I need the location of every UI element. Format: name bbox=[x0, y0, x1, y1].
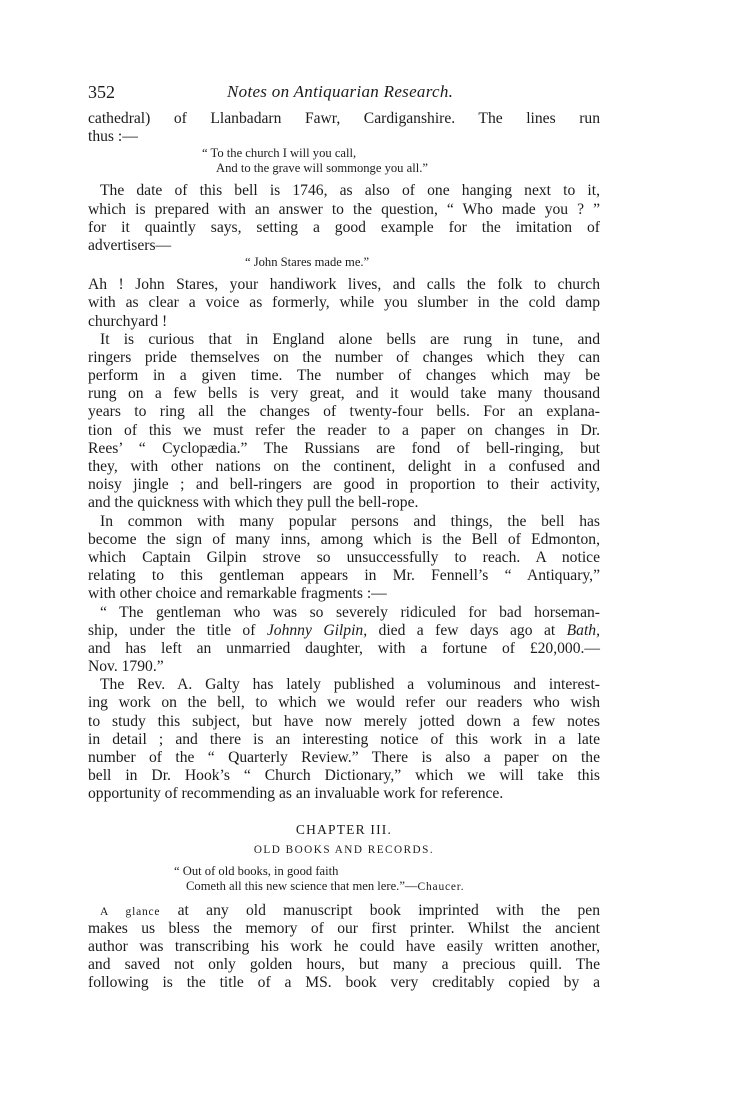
chapter-title: CHAPTER III. bbox=[295, 821, 393, 837]
text-line: number of the “ Quarterly Review.” There is also a paper on the bbox=[88, 749, 600, 766]
text-run: at any old manuscript book imprinted with the pen bbox=[160, 901, 600, 919]
paragraph-llanbadarn bbox=[88, 110, 600, 146]
text-line: cathedral) of Llanbadarn Fawr, Cardiganshire. The lines run bbox=[88, 110, 600, 127]
quote-line: “ To the church I will you call, bbox=[202, 146, 357, 161]
text-run: died a few days ago at bbox=[367, 621, 567, 639]
text-line: become the sign of many inns, among which is the Bell of Edmonton, bbox=[88, 530, 600, 548]
text-line: Nov. 1790.” bbox=[88, 658, 164, 676]
text-line: churchyard ! bbox=[88, 312, 168, 330]
text-line: advertisers— bbox=[88, 236, 172, 254]
text-line bbox=[88, 902, 600, 920]
text-line: ringers pride themselves on the number of changes which they can bbox=[88, 348, 600, 366]
epigraph-line: “ Out of old books, in good faith bbox=[174, 863, 339, 878]
text-line: bell in Dr. Hook’s “ Church Dictionary,” which we will take this bbox=[88, 767, 600, 785]
text-line: and saved not only golden hours, but many a precious quill. The bbox=[88, 956, 600, 974]
text-line: The date of this bell is 1746, as also of one hanging next to it, bbox=[100, 182, 600, 200]
text-line bbox=[88, 622, 600, 640]
paragraph-gilpin-quote bbox=[88, 604, 600, 677]
text-line: for it quaintly says, setting a good example for the imitation of bbox=[88, 218, 600, 236]
john-stares-quote: “ John Stares made me.” bbox=[245, 255, 370, 270]
paragraph-john-stares bbox=[88, 276, 600, 331]
spacer bbox=[88, 894, 600, 902]
page-header bbox=[88, 80, 600, 110]
text-line: author was transcribing his work he could have easily written another, bbox=[88, 937, 600, 955]
epigraph-author: Chaucer. bbox=[417, 880, 465, 893]
text-line: perform in a given time. The number of changes which may be bbox=[88, 367, 600, 385]
book-page bbox=[88, 80, 600, 993]
text-line: in detail ; and there is an interesting notice of this work in a late bbox=[88, 730, 600, 748]
text-line: years to ring all the changes of twenty-four bells. For an explana- bbox=[88, 403, 600, 421]
text-line: ing work on the bell, to which we would refer our readers who wish bbox=[88, 694, 600, 712]
running-head: Notes on Antiquarian Research. bbox=[227, 82, 454, 101]
text-line: following is the title of a MS. book very creditably copied by a bbox=[88, 974, 600, 992]
chapter-subtitle: OLD BOOKS AND RECORDS. bbox=[253, 843, 435, 856]
text-line: rung on a few bells is very great, and it would take many thousand bbox=[88, 385, 600, 403]
paragraph-galty bbox=[88, 676, 600, 803]
paragraph-changes bbox=[88, 331, 600, 513]
paragraph-bell-date bbox=[88, 182, 600, 255]
text-line: and the quickness with which they pull the bell-rope. bbox=[88, 494, 419, 512]
text-line: relating to this gentleman appears in Mr. Fennell’s “ Antiquary,” bbox=[88, 567, 600, 585]
text-line: and has left an unmarried daughter, with a fortune of £20,000.— bbox=[88, 639, 600, 657]
opening-words: A glance bbox=[100, 905, 161, 918]
text-line: with as clear a voice as formerly, while you slumber in the cold damp bbox=[88, 294, 600, 312]
text-line: with other choice and remarkable fragments :— bbox=[88, 585, 387, 603]
text-line: thus :— bbox=[88, 128, 138, 146]
text-line: “ The gentleman who was so severely ridiculed for bad horseman- bbox=[100, 603, 600, 621]
chapter-epigraph bbox=[88, 864, 600, 894]
text-line: It is curious that in England alone bells are rung in tune, and bbox=[100, 330, 600, 348]
paragraph-old-books bbox=[88, 902, 600, 993]
text-line: which Captain Gilpin strove so unsuccessfully to reach. A notice bbox=[88, 548, 600, 566]
paragraph-inns bbox=[88, 513, 600, 604]
bell-inscription-quote bbox=[88, 146, 600, 176]
italic-place: Bath, bbox=[566, 621, 600, 639]
text-line: Rees’ “ Cyclopædia.” The Russians are fond of bell-ringing, but bbox=[88, 439, 600, 457]
text-line: Ah ! John Stares, your handiwork lives, and calls the folk to church bbox=[88, 276, 600, 294]
epigraph-line bbox=[88, 879, 600, 894]
page-number: 352 bbox=[88, 82, 115, 102]
text-line: they, with other nations on the continent, delight in a confused and bbox=[88, 458, 600, 475]
epigraph-text: Cometh all this new science that men lere.”— bbox=[186, 878, 418, 893]
text-line: The Rev. A. Galty has lately published a voluminous and interest- bbox=[100, 676, 600, 694]
text-line: In common with many popular persons and things, the bell has bbox=[100, 512, 600, 530]
quote-line: And to the grave will sommonge you all.” bbox=[216, 161, 428, 176]
italic-name: Johnny Gilpin, bbox=[266, 621, 368, 639]
text-line: makes us bless the memory of our first printer. Whilst the ancient bbox=[88, 919, 600, 937]
text-run: ship, under the title of bbox=[88, 621, 267, 639]
text-line: noisy jingle ; and bell-ringers are good in proportion to their activity, bbox=[88, 476, 600, 494]
text-line: tion of this we must refer the reader to a paper on changes in Dr. bbox=[88, 421, 600, 439]
spacer bbox=[88, 804, 600, 812]
text-line: to study this subject, but have now merely jotted down a few notes bbox=[88, 712, 600, 730]
text-line: which is prepared with an answer to the question, “ Who made you ? ” bbox=[88, 200, 600, 218]
text-line: opportunity of recommending as an invaluable work for reference. bbox=[88, 785, 504, 803]
